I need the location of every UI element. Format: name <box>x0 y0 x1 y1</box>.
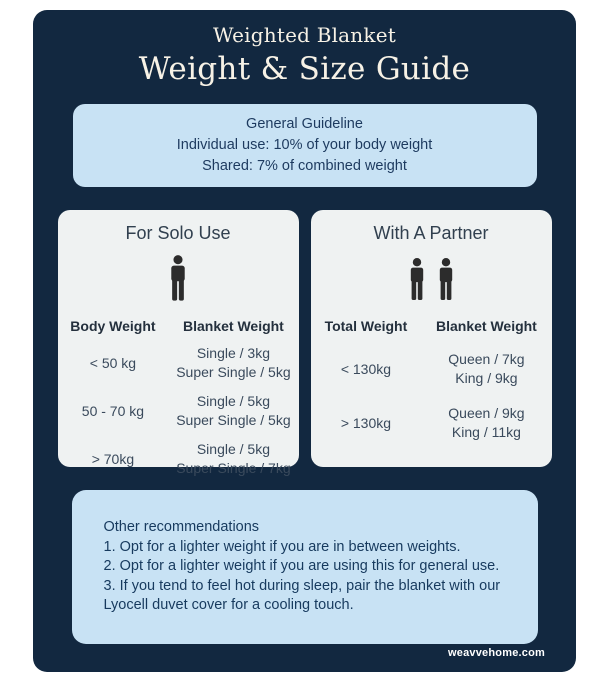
blanket-option: King / 9kg <box>455 370 518 386</box>
poster-subtitle: Weighted Blanket <box>213 23 396 47</box>
recommendation-item: 2. Opt for a lighter weight if you are using this for general use. <box>103 558 500 574</box>
recommendation-item: 3. If you tend to feel hot during sleep, pair the blanket with our Lyocell duvet cover for a cooling touch. <box>103 577 501 613</box>
person-icon <box>58 253 299 303</box>
person-icon <box>165 255 191 303</box>
recommendations-heading: Other recommendations <box>103 519 260 535</box>
solo-col1-header: Body Weight <box>70 318 156 334</box>
body-weight-value: < 50 kg <box>89 355 137 371</box>
blanket-option: Queen / 9kg <box>448 405 525 421</box>
cards-row <box>58 210 552 476</box>
blanket-weight-value <box>168 440 298 478</box>
table-row <box>311 404 552 442</box>
partner-card <box>311 210 552 467</box>
blanket-option: Queen / 7kg <box>448 351 525 367</box>
table-row <box>58 344 299 382</box>
blanket-option: Single / 3kg <box>196 345 270 361</box>
partner-table-header <box>311 318 552 334</box>
person-icon <box>405 257 429 303</box>
blanket-weight-value <box>168 344 298 382</box>
solo-table-header <box>58 318 299 334</box>
table-row <box>58 392 299 430</box>
blanket-option: Single / 5kg <box>196 393 270 409</box>
partner-col2-header: Blanket Weight <box>435 318 537 334</box>
guideline-heading: General Guideline <box>246 116 363 132</box>
poster-title: Weight & Size Guide <box>138 51 471 87</box>
solo-card-title: For Solo Use <box>125 223 231 243</box>
blanket-weight-value <box>421 404 551 442</box>
person-icon <box>434 257 458 303</box>
solo-col2-header: Blanket Weight <box>182 318 284 334</box>
recommendation-item: 1. Opt for a lighter weight if you are in between weights. <box>103 538 461 555</box>
total-weight-value: > 130kg <box>340 415 392 431</box>
recommendations-box <box>72 490 538 644</box>
body-weight-value: > 70kg <box>91 451 135 467</box>
general-guideline-box <box>73 104 537 187</box>
blanket-weight-value <box>168 392 298 430</box>
total-weight-value: < 130kg <box>340 361 392 377</box>
solo-use-card <box>58 210 299 476</box>
couple-icon <box>311 253 552 303</box>
blanket-option: Single / 5kg <box>196 441 270 457</box>
table-row <box>311 350 552 388</box>
blanket-option: King / 11kg <box>451 424 521 440</box>
blanket-option: Super Single / 5kg <box>176 364 291 380</box>
partner-card-title: With A Partner <box>373 223 489 243</box>
header <box>33 10 576 87</box>
blanket-option: Super Single / 7kg <box>176 460 291 476</box>
blanket-option: Super Single / 5kg <box>176 412 291 428</box>
blanket-weight-value <box>421 350 551 388</box>
guideline-individual: Individual use: 10% of your body weight <box>176 137 433 153</box>
poster-panel <box>33 10 576 672</box>
website-url: weavvehome.com <box>448 647 545 659</box>
body-weight-value: 50 - 70 kg <box>81 403 145 419</box>
partner-col1-header: Total Weight <box>324 318 408 334</box>
guideline-shared: Shared: 7% of combined weight <box>202 158 407 174</box>
table-row <box>58 440 299 478</box>
